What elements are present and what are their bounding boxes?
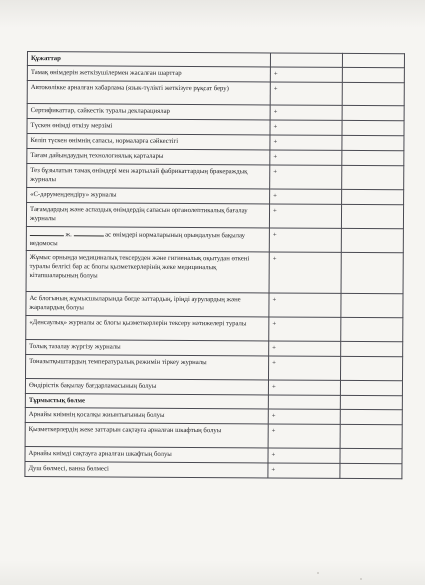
checklist-item-text: Тамақ өнімдерін жеткізушілермен жасалған шарттар [27, 66, 270, 82]
empty-cell [341, 252, 403, 293]
section-title: Тұрмыстық бөлме [25, 393, 268, 408]
section-title: Құжаттар [27, 52, 270, 67]
checklist-item-text: Тоназытқыштардың температуралық режимін тіркеу журналы [25, 354, 268, 379]
compliance-mark: + [270, 189, 342, 204]
empty-cell [342, 189, 404, 204]
compliance-mark: + [269, 317, 341, 341]
empty-cell [341, 317, 403, 341]
item-text-post: ас өнімдері нормаларының орындалуын бақылау ведомосы [29, 231, 245, 248]
compliance-mark: + [268, 448, 340, 463]
checklist-item-text [26, 226, 269, 251]
compliance-mark: + [270, 135, 342, 150]
checklist-row [25, 354, 402, 380]
checklist-item-text: Тағам дайындаудың технологиялық карталары [27, 149, 270, 165]
checklist-row [25, 422, 402, 448]
empty-cell [340, 395, 402, 409]
empty-cell [268, 395, 340, 409]
blank-line [30, 229, 64, 236]
empty-cell [342, 135, 404, 150]
checklist-row [27, 81, 404, 106]
compliance-mark: + [270, 82, 342, 105]
checklist-item-text: Толық тазалау жүргізу журналы [26, 339, 269, 355]
empty-cell [342, 120, 404, 135]
empty-cell [342, 150, 404, 165]
compliance-mark: + [268, 409, 340, 424]
empty-cell [342, 82, 404, 105]
empty-cell [340, 380, 402, 395]
empty-cell [342, 53, 404, 67]
empty-cell [342, 67, 404, 82]
compliance-mark: + [268, 424, 340, 448]
compliance-mark: + [269, 341, 341, 356]
compliance-mark: + [270, 67, 342, 82]
checklist-item-text: Келіп түскен өнімнің сапасы, нормаларға сәйкестігі [27, 134, 270, 150]
checklist-row [26, 315, 403, 341]
empty-cell [270, 53, 342, 67]
checklist-item-text: Жұмыс орнында медициналық тексеруден және гигиеналық оқытудан өткені туралы белгісі бар ас блогы қызметкерлерінің жеке медициналық кітапшаларының болуы [26, 250, 269, 292]
compliance-mark: + [270, 105, 342, 120]
compliance-mark: + [268, 463, 340, 478]
compliance-mark: + [270, 165, 342, 189]
empty-cell [340, 356, 402, 380]
scan-speck [360, 578, 362, 580]
blank-line [74, 229, 104, 236]
empty-cell [340, 448, 402, 463]
compliance-mark: + [269, 252, 341, 293]
checklist-row [26, 203, 403, 229]
compliance-mark: + [269, 204, 341, 228]
empty-cell [341, 204, 403, 228]
checklist-row [26, 291, 403, 317]
checklist-item-text: Тез бұзылатын тамақ өнімдері мен жартылай фабрикаттардың бракераждық журналы [27, 164, 270, 189]
empty-cell [341, 293, 403, 317]
checklist-item-text: Душ бөлмесі, ванна бөлмесі [25, 461, 268, 477]
compliance-mark: + [270, 150, 342, 165]
checklist-item-text: Тағамдардың және аспаздық өнімдердің сапасын органолептикалық бағалау журналы [26, 203, 269, 228]
empty-cell [342, 105, 404, 120]
checklist-row [25, 461, 402, 478]
checklist-row [26, 226, 403, 252]
checklist-item-text: Өндірістік бақылау бағдарламасының болуы [25, 378, 268, 394]
checklist-item-text: Сертификаттар, сәйкестік туралы декларациялар [27, 104, 270, 120]
checklist-item-text: «Денсаулық» журналы ас блогы қызметкерлерін тексеру нәтижелері туралы [26, 315, 269, 340]
compliance-mark: + [268, 356, 340, 380]
compliance-mark: + [268, 380, 340, 395]
empty-cell [342, 165, 404, 189]
item-text-mid: ж. [63, 231, 74, 239]
checklist-item-text: «С-дәрумендендіру» журналы [27, 188, 270, 204]
checklist-row [26, 250, 403, 293]
checklist-body [25, 52, 405, 479]
empty-cell [340, 424, 402, 448]
checklist-item-text: Түскен өнімді өткізу мерзімі [27, 119, 270, 135]
compliance-mark: + [269, 228, 341, 252]
checklist-item-text: Автокөлікке арналған хабарлама (язык-түлікті жеткізуге рұқсат беру) [27, 81, 270, 105]
inspection-checklist-table [24, 51, 405, 479]
checklist-row [27, 164, 404, 190]
empty-cell [340, 409, 402, 424]
empty-cell [341, 228, 403, 252]
checklist-item-text: Қызметкерлердің жеке заттарын сақтауға арналған шкафтың болуы [25, 422, 268, 447]
empty-cell [341, 341, 403, 356]
empty-cell [340, 463, 402, 478]
checklist-item-text: Арнайы киімнің қосалқы жиынтығының болуы [25, 407, 268, 423]
checklist-item-text: Ас блогының жұмысшыларында бөгде заттардың, іріңді аурулардың және жаралардың болуы [26, 291, 269, 316]
checklist-item-text: Арнайы киімді сақтауға арналған шкафтың болуы [25, 446, 268, 462]
compliance-mark: + [270, 120, 342, 135]
scan-speck [317, 572, 319, 574]
compliance-mark: + [269, 293, 341, 317]
